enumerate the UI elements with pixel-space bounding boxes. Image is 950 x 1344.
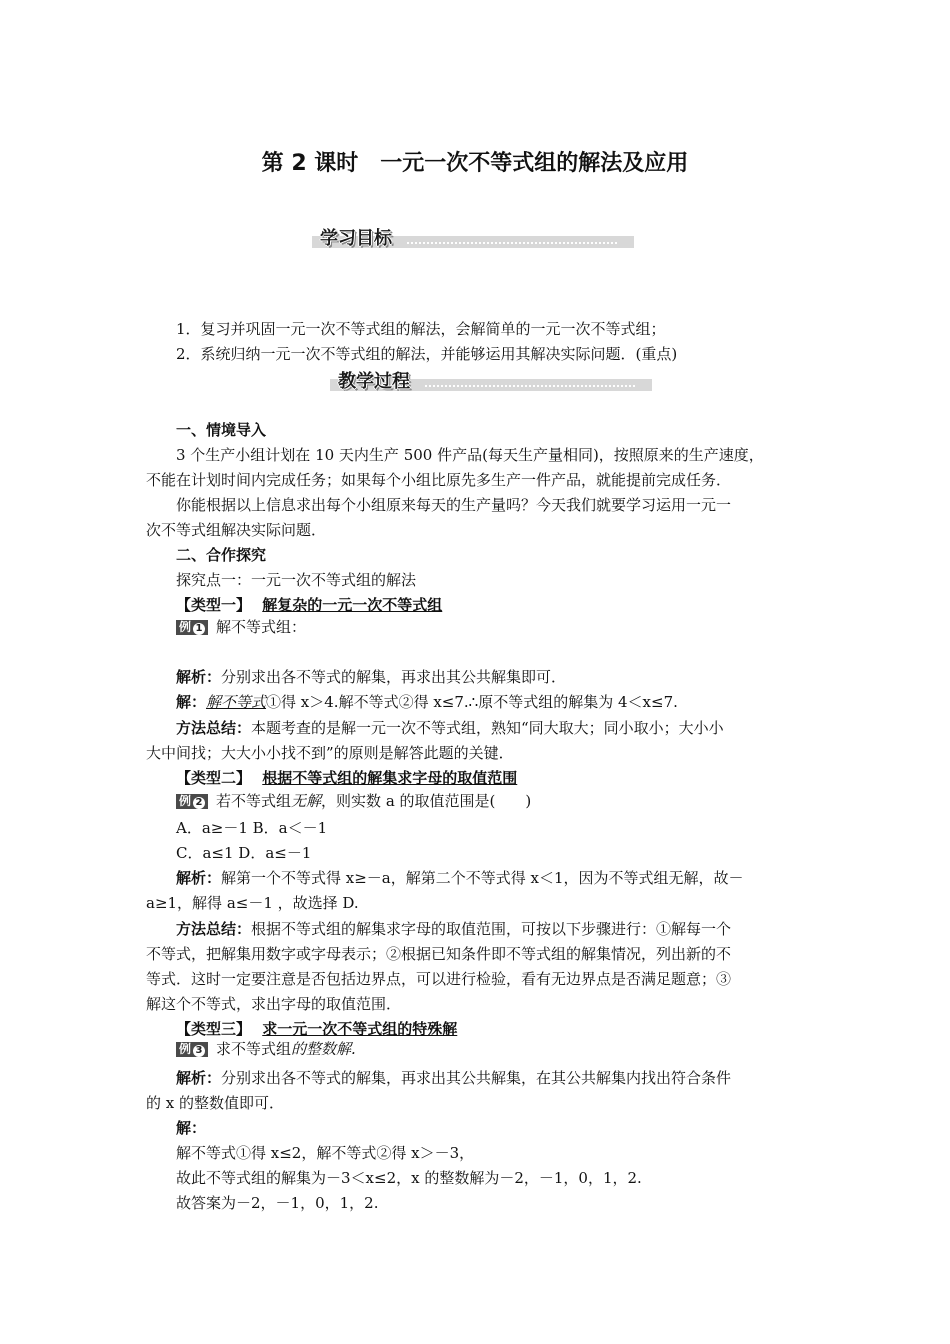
- type1-solution: 解：解不等式①得 x＞4.解不等式②得 x≤7.∴原不等式组的解集为 4＜x≤7.: [176, 693, 678, 711]
- intro-para-1a: 3 个生产小组计划在 10 天内生产 500 件产品(每天生产量相同)，按照原来的生产速度，: [176, 446, 764, 464]
- type2-method-a: 方法总结：根据不等式组的解集求字母的取值范围，可按以下步骤进行：①解每一个: [176, 920, 732, 938]
- type1-method-b: 大中间找；大大小小找不到”的原则是解答此题的关键．: [146, 744, 514, 762]
- type2-method-d: 解这个不等式，求出字母的取值范围．: [146, 995, 402, 1013]
- goal-1: 1．复习并巩固一元一次不等式组的解法，会解简单的一元一次不等式组；: [176, 320, 666, 338]
- intro-para-2a: 你能根据以上信息求出每个小组原来每天的生产量吗？今天我们就要学习运用一元一: [176, 496, 732, 514]
- type2-method-c: 等式．这时一定要注意是否包括边界点，可以进行检验，看有无边界点是否满足题意；③: [146, 970, 732, 988]
- banner-dots: [407, 242, 617, 244]
- type1-method-a: 方法总结：本题考查的是解一元一次不等式组，熟知“同大取大；同小取小；大小小: [176, 719, 724, 737]
- explore-heading: 二、合作探究: [176, 546, 267, 564]
- banner-dots: [425, 385, 635, 387]
- page-title: 第 2 课时 一元一次不等式组的解法及应用: [261, 151, 689, 176]
- type2-header: [176, 768, 517, 788]
- type2-analysis-a: 解析：解第一个不等式得 x≥－a，解第二个不等式得 x＜1，因为不等式组无解，故－: [176, 869, 744, 887]
- type3-solution-1: 解不等式①得 x≤2，解不等式②得 x＞－3，: [176, 1144, 475, 1162]
- type2-options-1: A．a≥－1 B．a＜－1: [176, 819, 328, 837]
- example-badge: 例 1: [176, 620, 208, 635]
- explore-point-1: 探究点一：一元一次不等式组的解法: [176, 571, 417, 589]
- example-2: 例 2 若不等式组无解，则实数 a 的取值范围是( ): [176, 791, 531, 811]
- example-badge: 例 3: [176, 1042, 208, 1057]
- type3-tag: 【类型三】: [176, 1020, 252, 1038]
- example-1: [176, 617, 306, 637]
- type2-analysis-b: a≥1，解得 a≤－1 ，故选择 D.: [146, 894, 359, 912]
- example-1-question: 解不等式组：: [216, 618, 307, 636]
- process-banner: [330, 370, 660, 392]
- goal-2: 2．系统归纳一元一次不等式组的解法，并能够运用其解决实际问题．(重点): [176, 345, 678, 363]
- type1-tag: 【类型一】: [176, 596, 252, 614]
- type3-solution-label: 解：: [176, 1119, 207, 1137]
- type1-analysis: 解析：分别求出各不等式的解集，再求出其公共解集即可．: [176, 668, 567, 686]
- type2-title: 根据不等式组的解集求字母的取值范围: [262, 769, 518, 787]
- type3-title: 求一元一次不等式组的特殊解: [262, 1020, 458, 1038]
- process-banner-label: 教学过程: [338, 371, 410, 392]
- intro-para-1b: 不能在计划时间内完成任务；如果每个小组比原先多生产一件产品，就能提前完成任务．: [146, 471, 732, 489]
- goals-banner-label: 学习目标: [320, 228, 392, 249]
- type3-analysis-a: 解析：分别求出各不等式的解集，再求出其公共解集，在其公共解集内找出符合条件: [176, 1069, 732, 1087]
- example-badge: 例 2: [176, 794, 208, 809]
- type3-solution-2: 故此不等式组的解集为－3＜x≤2，x 的整数解为－2，－1，0，1，2.: [176, 1169, 642, 1187]
- goals-banner: [312, 227, 642, 249]
- intro-heading: 一、情境导入: [176, 421, 267, 439]
- type2-method-b: 不等式，把解集用数字或字母表示；②根据已知条件即不等式组的解集情况，列出新的不: [146, 945, 732, 963]
- intro-para-2b: 次不等式组解决实际问题．: [146, 521, 327, 539]
- type1-header: [176, 595, 442, 615]
- type3-header: [176, 1019, 457, 1039]
- type3-analysis-b: 的 x 的整数值即可．: [146, 1094, 284, 1112]
- example-3: 例 3 求不等式组的整数解.: [176, 1039, 356, 1059]
- type3-solution-3: 故答案为－2，－1，0，1，2.: [176, 1194, 379, 1212]
- type2-tag: 【类型二】: [176, 769, 252, 787]
- type2-options-2: C．a≤1 D．a≤－1: [176, 844, 312, 862]
- type1-title: 解复杂的一元一次不等式组: [262, 596, 443, 614]
